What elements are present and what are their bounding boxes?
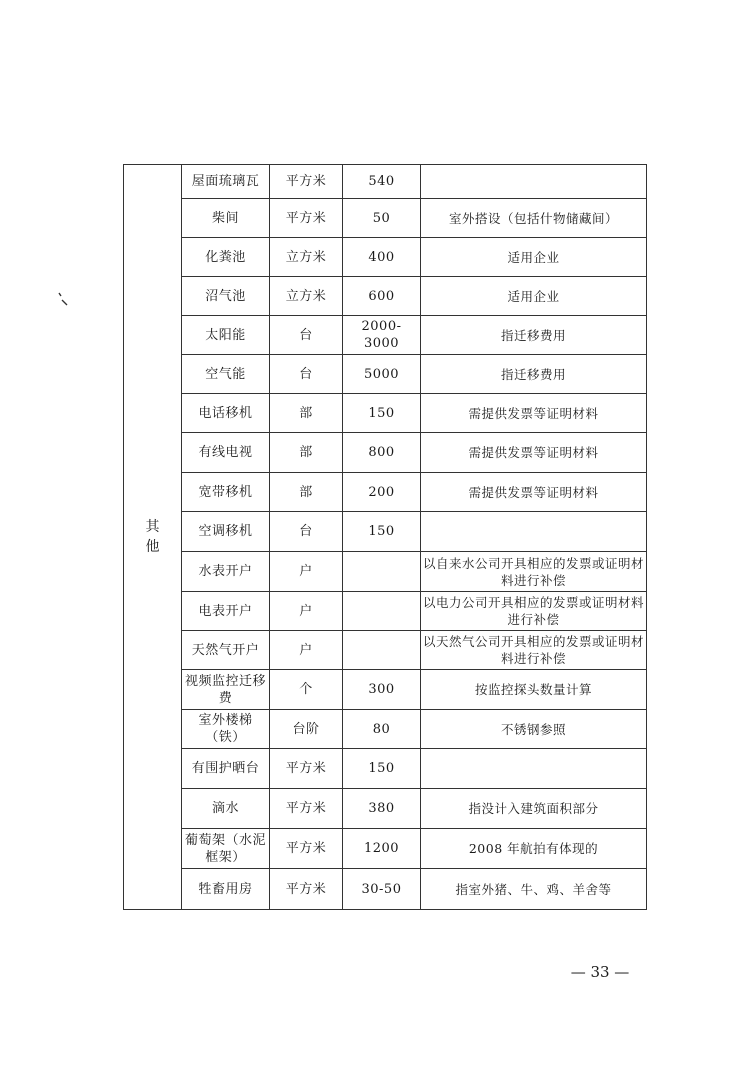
price-cell: 30-50 xyxy=(343,869,421,910)
table-row xyxy=(124,829,647,869)
item-cell: 空气能 xyxy=(182,355,270,394)
table-row xyxy=(124,473,647,512)
unit-cell: 个 xyxy=(270,670,343,710)
unit-cell: 平方米 xyxy=(270,869,343,910)
table-row xyxy=(124,277,647,316)
price-cell: 300 xyxy=(343,670,421,710)
remark-cell: 适用企业 xyxy=(421,238,647,277)
scan-mark xyxy=(58,292,68,306)
price-cell: 1200 xyxy=(343,829,421,869)
table-row xyxy=(124,512,647,552)
remark-cell: 按监控探头数量计算 xyxy=(421,670,647,710)
item-cell: 宽带移机 xyxy=(182,473,270,512)
price-cell: 150 xyxy=(343,749,421,789)
table-row xyxy=(124,869,647,910)
remark-cell: 室外搭设（包括什物储藏间） xyxy=(421,199,647,238)
table-row xyxy=(124,433,647,473)
price-cell: 2000-3000 xyxy=(343,316,421,355)
item-cell: 视频监控迁移费 xyxy=(182,670,270,710)
unit-cell: 平方米 xyxy=(270,199,343,238)
item-cell: 柴间 xyxy=(182,199,270,238)
remark-cell xyxy=(421,512,647,552)
item-cell: 有线电视 xyxy=(182,433,270,473)
table-row xyxy=(124,631,647,670)
unit-cell: 平方米 xyxy=(270,165,343,199)
price-cell: 80 xyxy=(343,710,421,749)
unit-cell: 平方米 xyxy=(270,789,343,829)
remark-cell xyxy=(421,165,647,199)
table-body xyxy=(124,165,647,910)
table-row xyxy=(124,552,647,592)
unit-cell: 平方米 xyxy=(270,829,343,869)
remark-cell: 指迁移费用 xyxy=(421,355,647,394)
item-cell: 有围护晒台 xyxy=(182,749,270,789)
unit-cell: 部 xyxy=(270,473,343,512)
page-number: — 33 — xyxy=(570,963,630,981)
price-cell: 400 xyxy=(343,238,421,277)
table-row xyxy=(124,355,647,394)
remark-cell: 以自来水公司开具相应的发票或证明材料进行补偿 xyxy=(421,552,647,592)
table-row xyxy=(124,238,647,277)
unit-cell: 台 xyxy=(270,355,343,394)
table-row xyxy=(124,316,647,355)
unit-cell: 平方米 xyxy=(270,749,343,789)
table-row xyxy=(124,199,647,238)
item-cell: 水表开户 xyxy=(182,552,270,592)
item-cell: 电话移机 xyxy=(182,394,270,433)
price-cell xyxy=(343,592,421,631)
table-row xyxy=(124,710,647,749)
unit-cell: 部 xyxy=(270,433,343,473)
unit-cell: 户 xyxy=(270,552,343,592)
item-cell: 葡萄架（水泥框架） xyxy=(182,829,270,869)
price-cell: 380 xyxy=(343,789,421,829)
remark-cell: 需提供发票等证明材料 xyxy=(421,394,647,433)
remark-cell: 指没计入建筑面积部分 xyxy=(421,789,647,829)
price-cell: 150 xyxy=(343,394,421,433)
price-cell xyxy=(343,631,421,670)
price-cell: 200 xyxy=(343,473,421,512)
price-cell: 50 xyxy=(343,199,421,238)
remark-cell: 2008 年航拍有体现的 xyxy=(421,829,647,869)
table-row xyxy=(124,749,647,789)
unit-cell: 台阶 xyxy=(270,710,343,749)
remark-cell: 以电力公司开具相应的发票或证明材料进行补偿 xyxy=(421,592,647,631)
remark-cell: 指迁移费用 xyxy=(421,316,647,355)
price-cell: 5000 xyxy=(343,355,421,394)
remark-cell: 需提供发票等证明材料 xyxy=(421,473,647,512)
price-cell: 600 xyxy=(343,277,421,316)
compensation-table xyxy=(123,164,647,910)
unit-cell: 户 xyxy=(270,631,343,670)
item-cell: 天然气开户 xyxy=(182,631,270,670)
item-cell: 太阳能 xyxy=(182,316,270,355)
price-cell: 800 xyxy=(343,433,421,473)
remark-cell: 适用企业 xyxy=(421,277,647,316)
remark-cell: 指室外猪、牛、鸡、羊舍等 xyxy=(421,869,647,910)
remark-cell: 以天然气公司开具相应的发票或证明材料进行补偿 xyxy=(421,631,647,670)
table-row xyxy=(124,394,647,433)
unit-cell: 台 xyxy=(270,316,343,355)
category-label: 其他 xyxy=(145,519,160,555)
unit-cell: 台 xyxy=(270,512,343,552)
unit-cell: 户 xyxy=(270,592,343,631)
price-cell: 150 xyxy=(343,512,421,552)
table-row xyxy=(124,789,647,829)
table-row xyxy=(124,670,647,710)
item-cell: 沼气池 xyxy=(182,277,270,316)
item-cell: 屋面琉璃瓦 xyxy=(182,165,270,199)
item-cell: 电表开户 xyxy=(182,592,270,631)
item-cell: 化粪池 xyxy=(182,238,270,277)
remark-cell xyxy=(421,749,647,789)
unit-cell: 立方米 xyxy=(270,238,343,277)
item-cell: 滴水 xyxy=(182,789,270,829)
price-cell: 540 xyxy=(343,165,421,199)
item-cell: 室外楼梯（铁） xyxy=(182,710,270,749)
price-cell xyxy=(343,552,421,592)
item-cell: 空调移机 xyxy=(182,512,270,552)
table-row xyxy=(124,592,647,631)
table-row xyxy=(124,165,647,199)
item-cell: 牲畜用房 xyxy=(182,869,270,910)
remark-cell: 不锈钢参照 xyxy=(421,710,647,749)
category-cell xyxy=(124,165,182,910)
remark-cell: 需提供发票等证明材料 xyxy=(421,433,647,473)
unit-cell: 立方米 xyxy=(270,277,343,316)
unit-cell: 部 xyxy=(270,394,343,433)
